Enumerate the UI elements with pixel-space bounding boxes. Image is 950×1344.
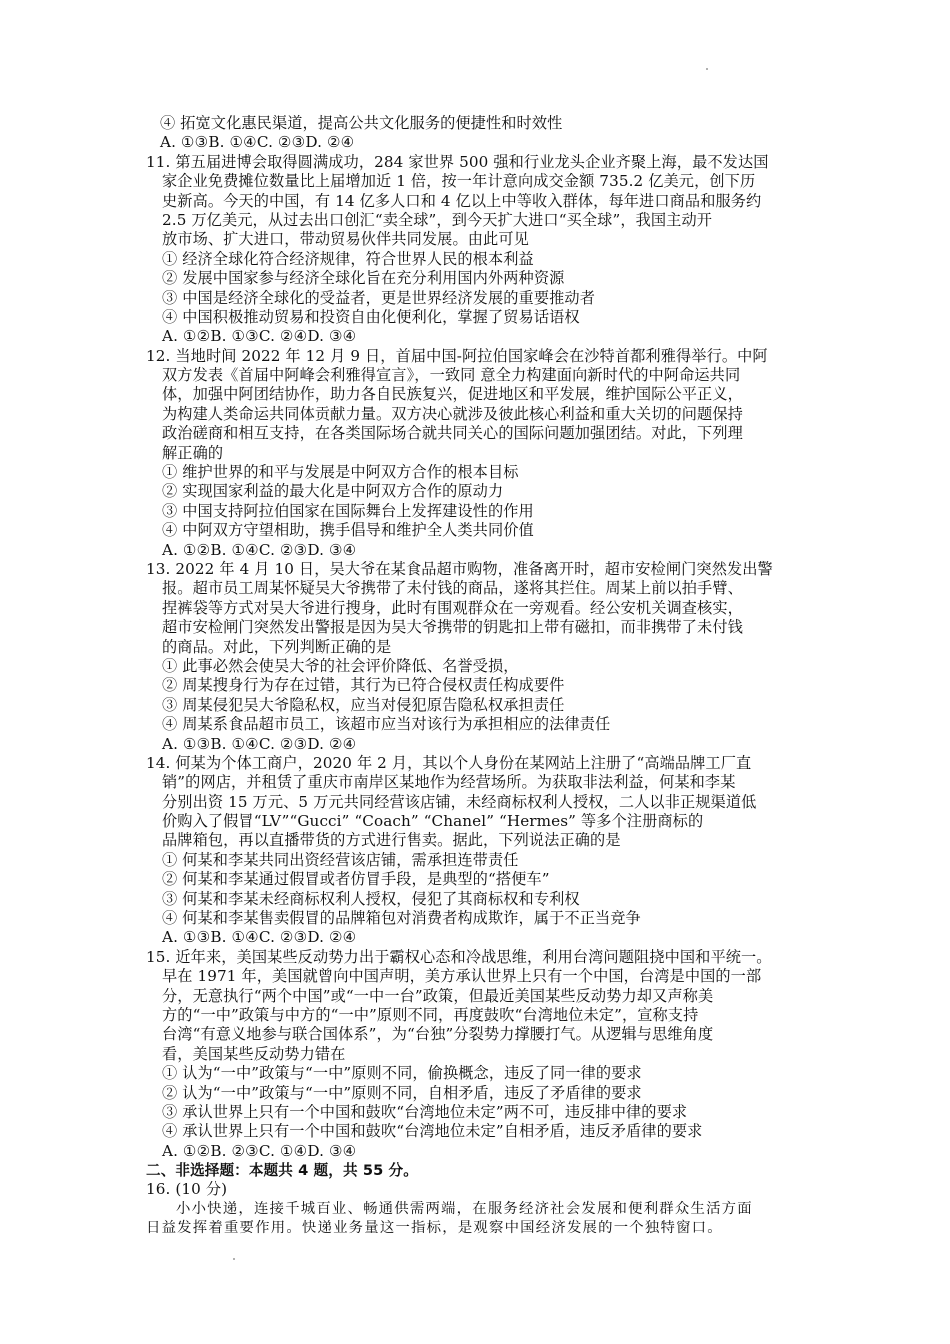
text-line: A. ①③B. ①④C. ②③D. ②④ xyxy=(162,734,357,753)
text-line: 史新高。今天的中国，有 14 亿多人口和 4 亿以上中等收入群体，每年进口商品和服务约 xyxy=(162,191,762,210)
text-line: 政治磋商和相互支持，在各类国际场合就共同关心的国际问题加强团结。对此，下列理 xyxy=(162,424,743,443)
text-line: ② 发展中国家参与经济全球化旨在充分利用国内外两种资源 xyxy=(162,269,565,288)
text-line: 看，美国某些反动势力错在 xyxy=(162,1044,346,1063)
text-line: ① 维护世界的和平与发展是中阿双方合作的根本目标 xyxy=(162,463,519,482)
text-line: 方的“一中”政策与中方的“一中”原则不同，再度鼓吹“台湾地位未定”，宣称支持 xyxy=(162,1005,699,1024)
text-line: 11. 第五届进博会取得圆满成功，284 家世界 500 强和行业龙头企业齐聚上海，最不发达国 xyxy=(146,152,769,171)
text-line: A. ①③B. ①④C. ②③D. ②④ xyxy=(160,133,355,152)
text-line: ③ 周某侵犯吴大爷隐私权，应当对侵犯原告隐私权承担责任 xyxy=(162,695,565,714)
text-line: ③ 中国是经济全球化的受益者，更是世界经济发展的重要推动者 xyxy=(162,288,595,307)
text-line: 15. 近年来，美国某些反动势力出于霸权心态和冷战思维，利用台湾问题阻挠中国和平统一。 xyxy=(146,947,772,966)
scan-dot xyxy=(706,68,708,70)
text-line: ① 经济全球化符合经济规律，符合世界人民的根本利益 xyxy=(162,249,534,268)
text-line: ④ 承认世界上只有一个中国和鼓吹“台湾地位未定”自相矛盾，违反矛盾律的要求 xyxy=(162,1122,703,1141)
text-line: 16. (10 分) xyxy=(146,1180,228,1199)
text-line: ① 此事必然会使吴大爷的社会评价降低、名誉受损， xyxy=(162,656,519,675)
text-line: ④ 何某和李某售卖假冒的品牌箱包对消费者构成欺诈，属于不正当竞争 xyxy=(162,909,641,928)
text-line: 小小快递，连接千城百业、畅通供需两端，在服务经济社会发展和便利群众生活方面 xyxy=(176,1200,753,1217)
text-line: ② 认为“一中”政策与“一中”原则不同，自相矛盾，违反了矛盾律的要求 xyxy=(162,1083,642,1102)
text-line: A. ①②B. ①④C. ②③D. ③④ xyxy=(162,540,357,559)
text-line: 解正确的 xyxy=(162,443,224,462)
text-line: 14. 何某为个体工商户，2020 年 2 月，其以个人身份在某网站上注册了“高端品牌工厂直 xyxy=(146,753,752,772)
text-line: A. ①③B. ①④C. ②③D. ②④ xyxy=(162,928,357,947)
text-line: ④ 周某系食品超市员工，该超市应当对该行为承担相应的法律责任 xyxy=(162,715,611,734)
text-line: 2.5 万亿美元，从过去出口创汇“卖全球”，到今天扩大进口“买全球”，我国主动开 xyxy=(162,210,713,229)
text-line: ② 周某搜身行为存在过错，其行为已符合侵权责任构成要件 xyxy=(162,676,565,695)
scan-dot xyxy=(233,1258,235,1260)
text-line: ③ 中国支持阿拉伯国家在国际舞台上发挥建设性的作用 xyxy=(162,501,534,520)
text-line: ① 认为“一中”政策与“一中”原则不同，偷换概念，违反了同一律的要求 xyxy=(162,1064,642,1083)
text-line: 家企业免费摊位数量比上届增加近 1 倍，按一年计意向成交金额 735.2 亿美元，创下历 xyxy=(162,172,756,191)
text-line: 的商品。对此，下列判断正确的是 xyxy=(162,637,392,656)
text-line: 日益发挥着重要作用。快递业务量这一指标，是观察中国经济发展的一个独特窗口。 xyxy=(146,1220,723,1237)
text-line: ③ 何某和李某未经商标权利人授权，侵犯了其商标权和专利权 xyxy=(162,889,580,908)
text-line: 销”的网店，并租赁了重庆市南岸区某地作为经营场所。为获取非法利益，何某和李某 xyxy=(162,773,736,792)
text-line: ④ 拓宽文化惠民渠道，提高公共文化服务的便捷性和时效性 xyxy=(160,114,563,132)
text-line: ③ 承认世界上只有一个中国和鼓吹“台湾地位未定”两不可，违反排中律的要求 xyxy=(162,1102,688,1121)
text-line: 报。超市员工周某怀疑吴大爷携带了未付钱的商品，遂将其拦住。周某上前以拍手臂、 xyxy=(162,579,743,598)
text-line: 分，无意执行“两个中国”或“一中一台”政策，但最近美国某些反动势力却又声称美 xyxy=(162,986,714,1005)
text-line: A. ①②B. ②③C. ①④D. ③④ xyxy=(162,1141,357,1160)
text-line: 捏裤袋等方式对吴大爷进行搜身，此时有围观群众在一旁观看。经公安机关调查核实， xyxy=(162,598,743,617)
text-line: ④ 中阿双方守望相助，携手倡导和维护全人类共同价值 xyxy=(162,521,534,540)
text-line: 体，加强中阿团结协作，助力各自民族复兴，促进地区和平发展，维护国际公平正义， xyxy=(162,385,743,404)
text-line: 价购入了假冒“LV”“Gucci” “Coach” “Chanel” “Hermes” 等多个注册商标的 xyxy=(162,812,704,831)
text-line: ① 何某和李某共同出资经营该店铺，需承担连带责任 xyxy=(162,850,519,869)
text-line: A. ①②B. ①③C. ②④D. ③④ xyxy=(162,327,357,346)
text-line: 放市场、扩大进口，带动贸易伙伴共同发展。由此可见 xyxy=(162,230,529,249)
text-line: 早在 1971 年，美国就曾向中国声明，美方承认世界上只有一个中国，台湾是中国的一部 xyxy=(162,967,762,986)
document-body xyxy=(146,114,832,1239)
text-line: 13. 2022 年 4 月 10 日，吴大爷在某食品超市购物，准备离开时，超市安检闸门突然发出警 xyxy=(146,559,773,578)
text-line: 为构建人类命运共同体贡献力量。双方决心就涉及彼此核心利益和重大关切的问题保持 xyxy=(162,404,743,423)
text-line: ④ 中国积极推动贸易和投资自由化便利化，掌握了贸易话语权 xyxy=(162,307,580,326)
text-line: 品牌箱包，再以直播带货的方式进行售卖。据此，下列说法正确的是 xyxy=(162,831,621,850)
text-line: 分别出资 15 万元、5 万元共同经营该店铺，未经商标权利人授权，二人以非正规渠道低 xyxy=(162,792,757,811)
text-line: 双方发表《首届中阿峰会利雅得宣言》，一致同 意全力构建面向新时代的中阿命运共同 xyxy=(162,366,741,385)
text-line: ② 何某和李某通过假冒或者仿冒手段，是典型的“搭便车” xyxy=(162,870,550,889)
text-line: 二、非选择题：本题共 4 题，共 55 分。 xyxy=(146,1162,418,1180)
text-line: 12. 当地时间 2022 年 12 月 9 日，首届中国-阿拉伯国家峰会在沙特首都利雅得举行。中阿 xyxy=(146,346,768,365)
text-line: 超市安检闸门突然发出警报是因为吴大爷携带的钥匙扣上带有磁扣，而非携带了未付钱 xyxy=(162,618,743,637)
text-line: ② 实现国家利益的最大化是中阿双方合作的原动力 xyxy=(162,482,504,501)
text-line: 台湾“有意义地参与联合国体系”，为“台独”分裂势力撑腰打气。从逻辑与思维角度 xyxy=(162,1025,714,1044)
